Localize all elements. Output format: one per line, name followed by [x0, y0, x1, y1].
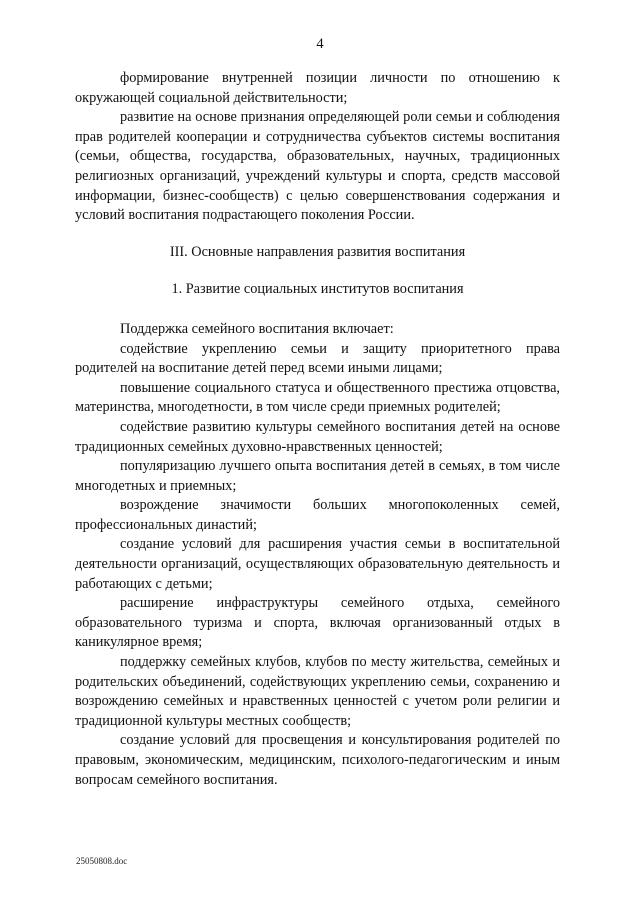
list-intro: Поддержка семейного воспитания включает: — [120, 320, 394, 337]
paragraph: формирование внутренней позиции личности по отношению к окружающей социальной действительности; — [75, 70, 560, 106]
file-footer: 25050808.doc — [76, 856, 128, 866]
document-body — [75, 69, 560, 790]
list-item: повышение социального статуса и общественного престижа отцовства, материнства, многодетности, в том числе среди приемных родителей; — [75, 379, 560, 416]
list-item: содействие развитию культуры семейного воспитания детей на основе традиционных семейных духовно-нравственных ценностей; — [75, 418, 560, 455]
list-item: создание условий для просвещения и консультирования родителей по правовым, экономическим, медицинским, психолого-педагогическим и иным вопросам семейного воспитания. — [75, 732, 560, 788]
list-item: расширение инфраструктуры семейного отдыха, семейного образовательного туризма и спорта, включая организованный отдых в каникулярное время; — [75, 595, 560, 651]
list-item: популяризацию лучшего опыта воспитания детей в семьях, в том числе многодетных и приемных; — [75, 458, 560, 494]
section-heading: III. Основные направления развития воспитания — [169, 243, 466, 260]
subsection-heading: 1. Развитие социальных институтов воспитания — [171, 281, 464, 298]
paragraph: развитие на основе признания определяющей роли семьи и соблюдения прав родителей кооперации и сотрудничества субъектов системы воспитания (семьи, общества, государства, образовательных, научных, традиционных религиозных организаций, учреждений культуры и спорта, средств массовой информации, бизнес-сообществ) с целью совершенствования содержания и условий воспитания подрастающего поколения России. — [75, 109, 560, 224]
list-item: содействие укреплению семьи и защиту приоритетного права родителей на воспитание детей перед всеми иными лицами; — [75, 340, 560, 377]
list-item: возрождение значимости больших многопоколенных семей, профессиональных династий; — [75, 497, 560, 533]
page-number: 4 — [316, 36, 324, 52]
list-item: поддержку семейных клубов, клубов по месту жительства, семейных и родительских объединений, содействующих укреплению семьи, сохранению и возрождению семейных и нравственных ценностей с учетом роли религии и традиционной культуры местных сообществ; — [75, 654, 560, 729]
list-item: создание условий для расширения участия семьи в воспитательной деятельности организаций, осуществляющих образовательную деятельность и работающих с детьми; — [75, 536, 560, 592]
